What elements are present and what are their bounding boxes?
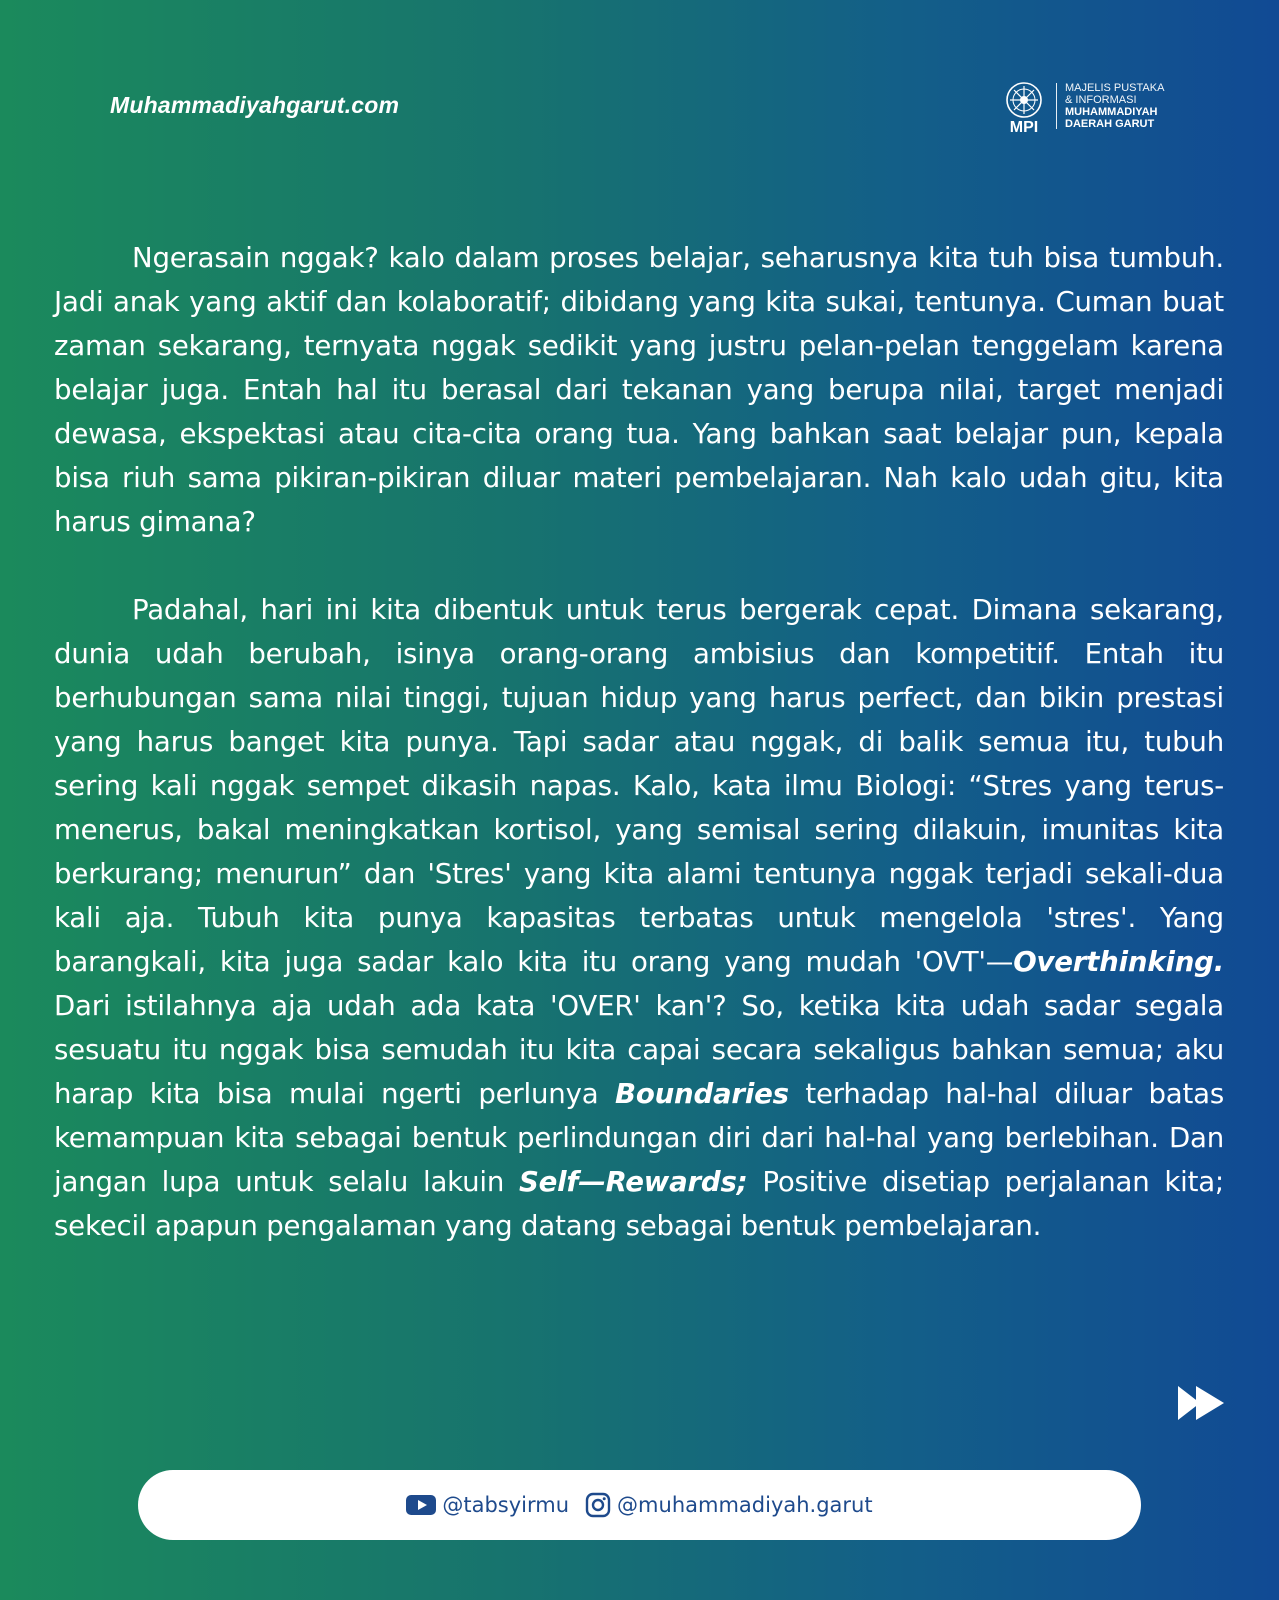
instagram-icon (585, 1492, 611, 1518)
paragraph-2-text-b: Dari istilahnya aja udah ada kata 'OVER' kan'? So, ketika kita udah sadar segala sesuatu itu nggak bisa semudah itu kita capai secara sekaligus bahkan semua; aku harap kita bisa mulai ngerti perlunya (54, 989, 1224, 1110)
instagram-link[interactable] (585, 1492, 873, 1518)
logo-text (1065, 82, 1164, 130)
svg-text:MPI: MPI (1009, 119, 1039, 134)
paragraph-2-text-d: Positive disetiap perjalanan kita; sekecil apapun pengalaman yang datang sebagai bentuk pembelajaran. (54, 1165, 1224, 1242)
paragraph-1: Ngerasain nggak? kalo dalam proses belajar, seharusnya kita tuh bisa tumbuh. Jadi anak yang aktif dan kolaboratif; dibidang yang kita sukai, tentunya. Cuman buat zaman sekarang, ternyata nggak sedikit yang justru pelan-pelan tenggelam karena belajar juga. Entah hal itu berasal dari tekanan yang berupa nilai, target menjadi dewasa, ekspektasi atau cita-cita orang tua. Yang bahkan saat belajar pun, kepala bisa riuh sama pikiran-pikiran diluar materi pembelajaran. Nah kalo udah gitu, kita harus gimana? (54, 241, 1224, 538)
paragraph-2-text-a: Padahal, hari ini kita dibentuk untuk terus bergerak cepat. Dimana sekarang, dunia udah berubah, isinya orang-orang ambisius dan kompetitif. Entah itu berhubungan sama nilai tinggi, tujuan hidup yang harus perfect, dan bikin prestasi yang harus banget kita punya. Tapi sadar atau nggak, di balik semua itu, tubuh sering kali nggak sempet dikasih napas. Kalo, kata ilmu Biologi: “Stres yang terus-menerus, bakal meningkatkan kortisol, yang semisal sering dilakuin, imunitas kita berkurang; menurun” dan 'Stres' yang kita alami tentunya nggak terjadi sekali-dua kali aja. Tubuh kita punya kapasitas terbatas untuk mengelola 'stres'. Yang barangkali, kita juga sadar kalo kita itu orang yang mudah 'OVT'— (54, 593, 1224, 978)
youtube-link[interactable] (406, 1493, 569, 1517)
youtube-icon (406, 1494, 436, 1516)
logo-divider (1056, 83, 1057, 129)
youtube-handle: @tabsyirmu (442, 1493, 570, 1517)
logo-line-1: MAJELIS PUSTAKA (1065, 82, 1165, 94)
article-body (54, 236, 1224, 1248)
paragraph-2 (54, 588, 1224, 1248)
paragraph-2-text-c: terhadap hal-hal diluar batas kemampuan kita sebagai bentuk perlindungan diri dari hal-hal yang berlebihan. Dan jangan lupa untuk selalu lakuin (54, 1077, 1224, 1198)
site-name[interactable]: Muhammadiyahgarut.com (110, 92, 400, 118)
social-footer (138, 1470, 1141, 1540)
logo-line-4: DAERAH GARUT (1065, 118, 1155, 130)
mpi-logo (996, 78, 1164, 134)
mpi-emblem-icon (996, 78, 1052, 134)
logo-line-2: & INFORMASI (1065, 94, 1137, 106)
emphasis-overthinking: Overthinking. (1013, 945, 1224, 978)
logo-line-3: MUHAMMADIYAH (1065, 106, 1158, 118)
emphasis-self-rewards: Self—Rewards; (518, 1165, 748, 1198)
fast-forward-icon[interactable] (1176, 1384, 1226, 1422)
emphasis-boundaries: Boundaries (614, 1077, 789, 1110)
instagram-handle: @muhammadiyah.garut (617, 1493, 873, 1517)
